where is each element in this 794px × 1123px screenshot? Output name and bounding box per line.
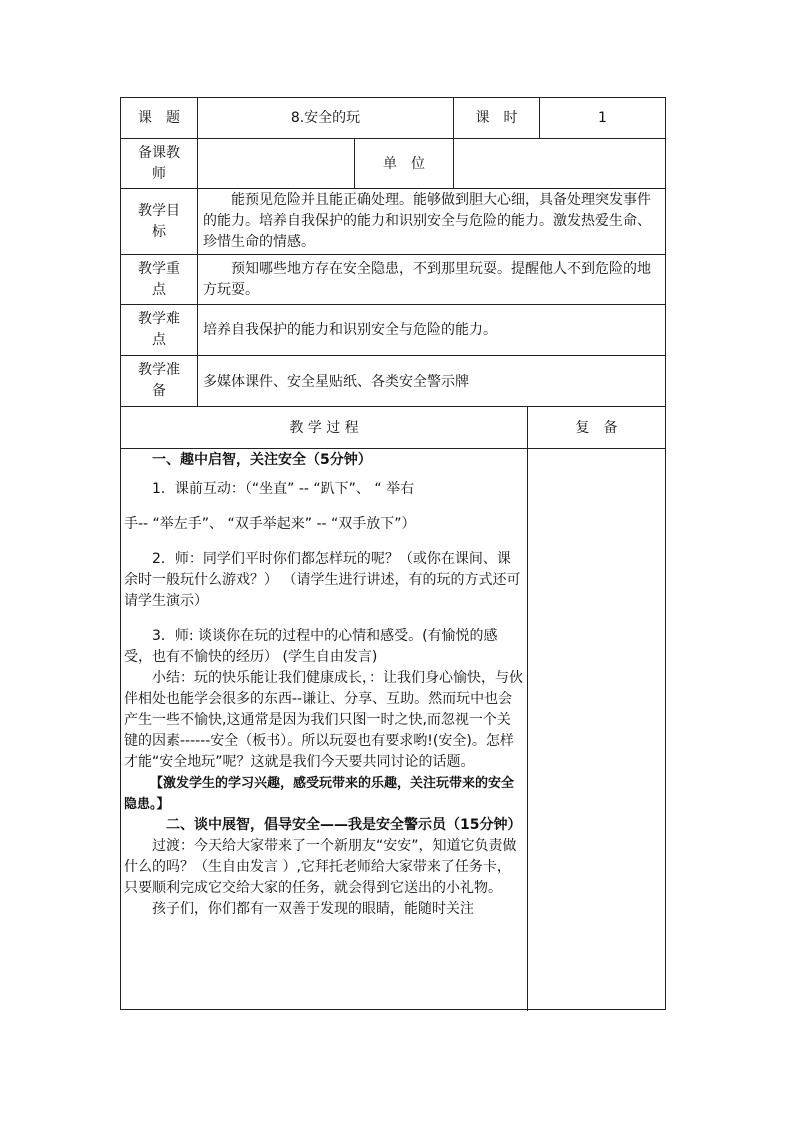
transition-paragraph: 过渡：今天给大家带来了一个新朋友“安安”，知道它负责做什么的吗？（生自由发言 ）,它拜托老师给大家带来了任务卡，只要顺利完成它交给大家的任务，就会得到它送出的小礼物。 <box>124 838 517 896</box>
key-points-text: 预知哪些地方存在安全隐患，不到那里玩耍。提醒他人不到危险的地方玩耍。 <box>203 261 651 298</box>
teacher-value <box>198 139 354 188</box>
process-content <box>124 450 524 920</box>
goals-text: 能预见危险并且能正确处理。能够做到胆大心细，具备处理突发事件的能力。培养自我保护的能力和识别安全与危险的能力。激发热爱生命、珍惜生命的情感。 <box>203 192 651 250</box>
lesson-plan-table <box>120 97 666 1010</box>
row-divider <box>121 355 665 356</box>
interaction-line-1: 1．课前互动：（“坐直” -- “趴下”、 “ 举右 <box>152 481 415 497</box>
row-divider <box>121 254 665 255</box>
unit-label: 单 位 <box>383 155 425 172</box>
section-2-title: 二、谈中展智，倡导安全——我是安全警示员（15分钟） <box>166 817 522 833</box>
review-header: 复 备 <box>575 419 618 436</box>
design-note: 【激发学生的学习兴趣，感受玩带来的乐趣，关注玩带来的安全隐患。】 <box>124 776 515 812</box>
preparation-text: 多媒体课件、安全星贴纸、各类安全警示牌 <box>203 374 469 390</box>
process-header: 教 学 过 程 <box>289 419 359 436</box>
kids-paragraph: 孩子们，你们都有一双善于发现的眼睛，能随时关注 <box>152 901 474 917</box>
difficulty-text: 培养自我保护的能力和识别安全与危险的能力。 <box>203 322 497 338</box>
difficulty-label: 教学难点 <box>138 311 180 348</box>
interaction-line-2: 手-- “举左手”、 “双手举起来” -- “双手放下”） <box>124 516 416 532</box>
preparation-label: 教学准备 <box>138 362 180 399</box>
topic-label: 课 题 <box>138 110 180 126</box>
goals-label: 教学目标 <box>138 202 180 240</box>
review-column <box>528 449 665 1009</box>
section-1-title: 一、趣中启智，关注安全（5分钟） <box>152 452 372 468</box>
summary-paragraph: 小结：玩的快乐能让我们健康成长，：让我们身心愉快，与伙伴相处也能学会很多的东西--谦让、分享、互助。然而玩中也会产生一些不愉快,这通常是因为我们只图一时之快,而忽视一个关键的因素------安全（板书）。所以玩耍也有要求哟!(安全)。怎样才能“安全地玩”呢？这就是我们今天要共同讨论的话题。 <box>124 670 523 770</box>
hours-label: 课 时 <box>475 110 518 126</box>
feelings-paragraph: 3．师: 谈谈你在玩的过程中的心情和感受。(有愉悦的感受，也有不愉快的经历） (学生自由发言) <box>124 628 498 665</box>
key-points-label: 教学重点 <box>138 260 180 298</box>
row-divider <box>121 304 665 305</box>
row-divider <box>121 188 665 189</box>
hours-value: 1 <box>598 110 607 126</box>
teacher-label: 备课教师 <box>138 144 180 182</box>
question-paragraph: 2．师：同学们平时你们都怎样玩的呢？（或你在课间、课余时一般玩什么游戏？） （请学生进行讲述，有的玩的方式还可请学生演示） <box>124 551 521 609</box>
unit-value <box>454 139 665 188</box>
topic-value: 8.安全的玩 <box>290 110 361 126</box>
